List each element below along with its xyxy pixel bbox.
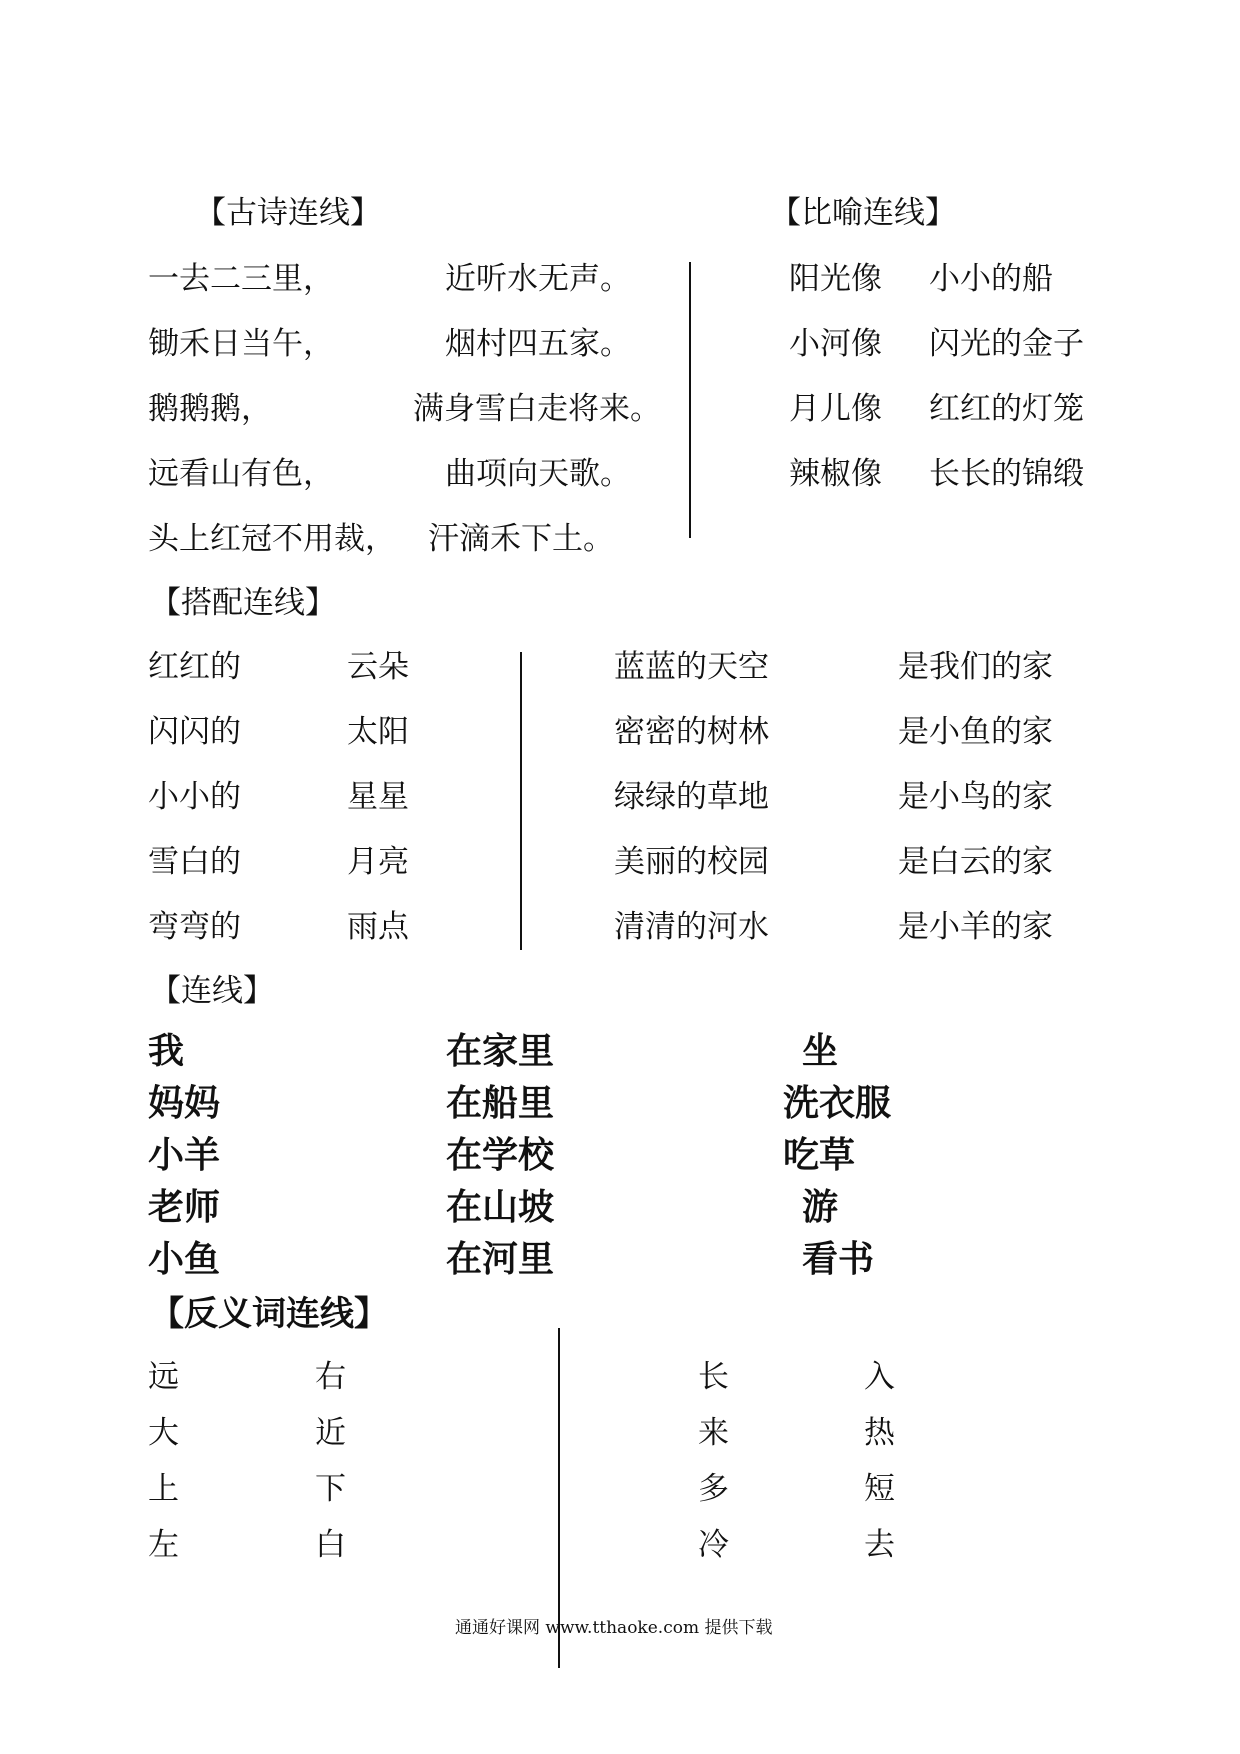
match-heading: 【搭配连线】 xyxy=(150,585,336,621)
divider-poem-simile xyxy=(689,262,691,538)
match-noun: 太阳 xyxy=(347,714,409,750)
antonym-word: 短 xyxy=(864,1471,895,1507)
antonym-word: 去 xyxy=(864,1527,895,1563)
link-location: 在山坡 xyxy=(446,1187,555,1228)
footer-credit: 通通好课网 www.tthaoke.com 提供下载 xyxy=(455,1618,773,1638)
poem-line-left: 鹅鹅鹅， xyxy=(148,391,272,427)
simile-object: 小小的船 xyxy=(929,261,1053,297)
match-noun: 星星 xyxy=(347,779,409,815)
antonym-word: 大 xyxy=(148,1415,179,1451)
divider-antonym xyxy=(558,1328,560,1668)
antonym-word: 上 xyxy=(148,1471,179,1507)
match-home: 是白云的家 xyxy=(898,844,1053,880)
link-location: 在河里 xyxy=(446,1239,555,1280)
link-action: 游 xyxy=(802,1187,839,1228)
simile-object: 闪光的金子 xyxy=(929,326,1084,362)
poem-line-left: 锄禾日当午， xyxy=(148,326,334,362)
antonym-word: 长 xyxy=(698,1359,729,1395)
simile-subject: 月儿像 xyxy=(789,391,882,427)
link-subject: 老师 xyxy=(148,1187,221,1228)
antonym-word: 入 xyxy=(864,1359,895,1395)
match-place: 密密的树林 xyxy=(614,714,769,750)
antonym-word: 多 xyxy=(698,1471,729,1507)
match-home: 是小鱼的家 xyxy=(898,714,1053,750)
divider-match xyxy=(520,652,522,950)
simile-heading: 【比喻连线】 xyxy=(770,195,956,231)
link-subject: 小羊 xyxy=(148,1135,221,1176)
match-home: 是小鸟的家 xyxy=(898,779,1053,815)
match-adjective: 雪白的 xyxy=(148,844,241,880)
poem-line-left: 一去二三里， xyxy=(148,261,334,297)
poem-line-right: 汗滴禾下土。 xyxy=(428,521,614,557)
match-place: 美丽的校园 xyxy=(614,844,769,880)
link-subject: 小鱼 xyxy=(148,1239,221,1280)
poem-heading: 【古诗连线】 xyxy=(195,195,381,231)
simile-subject: 辣椒像 xyxy=(789,456,882,492)
match-noun: 月亮 xyxy=(347,844,409,880)
match-noun: 云朵 xyxy=(347,649,409,685)
link-action: 吃草 xyxy=(783,1135,856,1176)
antonym-word: 冷 xyxy=(698,1527,729,1563)
link-heading: 【连线】 xyxy=(150,973,274,1009)
link-action: 坐 xyxy=(802,1031,839,1072)
poem-line-left: 头上红冠不用裁， xyxy=(148,521,396,557)
match-adjective: 小小的 xyxy=(148,779,241,815)
antonym-word: 来 xyxy=(698,1415,729,1451)
match-adjective: 闪闪的 xyxy=(148,714,241,750)
simile-subject: 阳光像 xyxy=(789,261,882,297)
simile-object: 红红的灯笼 xyxy=(929,391,1084,427)
poem-line-right: 烟村四五家。 xyxy=(445,326,631,362)
antonym-word: 右 xyxy=(315,1359,346,1395)
link-location: 在船里 xyxy=(446,1083,555,1124)
poem-line-right: 满身雪白走将来。 xyxy=(413,391,661,427)
antonym-word: 近 xyxy=(315,1415,346,1451)
match-adjective: 弯弯的 xyxy=(148,909,241,945)
antonym-heading: 【反义词连线】 xyxy=(150,1294,388,1334)
match-place: 绿绿的草地 xyxy=(614,779,769,815)
simile-object: 长长的锦缎 xyxy=(929,456,1084,492)
antonym-word: 热 xyxy=(864,1415,895,1451)
match-adjective: 红红的 xyxy=(148,649,241,685)
match-home: 是小羊的家 xyxy=(898,909,1053,945)
antonym-word: 下 xyxy=(315,1471,346,1507)
match-noun: 雨点 xyxy=(347,909,409,945)
poem-line-right: 曲项向天歌。 xyxy=(445,456,631,492)
link-subject: 妈妈 xyxy=(148,1083,221,1124)
antonym-word: 白 xyxy=(315,1527,346,1563)
antonym-word: 远 xyxy=(148,1359,179,1395)
poem-line-left: 远看山有色， xyxy=(148,456,334,492)
match-place: 蓝蓝的天空 xyxy=(614,649,769,685)
match-home: 是我们的家 xyxy=(898,649,1053,685)
link-location: 在家里 xyxy=(446,1031,555,1072)
link-subject: 我 xyxy=(148,1031,185,1072)
match-place: 清清的河水 xyxy=(614,909,769,945)
poem-line-right: 近听水无声。 xyxy=(445,261,631,297)
antonym-word: 左 xyxy=(148,1527,179,1563)
link-location: 在学校 xyxy=(446,1135,555,1176)
simile-subject: 小河像 xyxy=(789,326,882,362)
link-action: 洗衣服 xyxy=(783,1083,892,1124)
link-action: 看书 xyxy=(802,1239,875,1280)
